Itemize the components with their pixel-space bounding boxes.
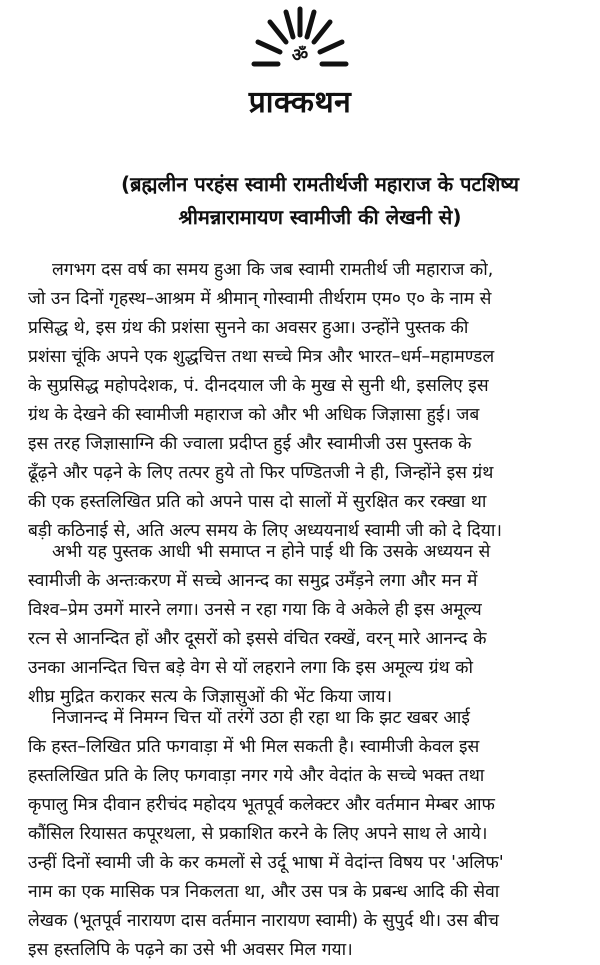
text-line: निजानन्द में निमग्न चित्त यों तरंगें उठा ही रहा था कि झट खबर आई (52, 708, 470, 728)
page-title: प्राक्कथन (248, 85, 352, 120)
text-line: की एक हस्तलिखित प्रति को अपने पास दो सालों में सुरक्षित कर रक्खा था (28, 492, 487, 512)
text-line: इस हस्तलिपि के पढ़ने का उसे भी अवसर मिल गया। (28, 940, 353, 960)
text-line: ग्रंथ के देखने की स्वामीजी महाराज को और भी अधिक जिज्ञासा हुई। जब (28, 405, 480, 425)
paragraph-1 (28, 256, 580, 546)
text-line: नाम का एक मासिक पत्र निकलता था, और उस पत्र के प्रबन्ध आदि की सेवा (28, 882, 500, 902)
text-line: रत्न से आनन्दित हों और दूसरों को इससे वंचित रक्खें, वरन् मारे आनन्द के (28, 629, 487, 649)
sunburst-om-icon (248, 6, 352, 72)
text-line: उन्हीं दिनों स्वामी जी के कर कमलों से उर्दू भाषा में वेदांन्त विषय पर 'अलिफ' (28, 853, 504, 873)
text-line: स्वामीजी के अन्तःकरण में सच्चे आनन्द का समुद्र उमँड़ने लगा और मन में (28, 571, 478, 591)
text-line: कौंसिल रियासत कपूरथला, से प्रकाशित करने के लिए अपने साथ ले आये। (28, 824, 488, 844)
om-symbol: ॐ (291, 45, 309, 66)
text-line: प्रशंसा चूंकि अपने एक शुद्धचित्त तथा सच्चे मित्र और भारत–धर्म–महामण्डल (28, 347, 495, 367)
text-line: शीघ्र मुद्रित कराकर सत्य के जिज्ञासुओं की भेंट किया जाय। (28, 687, 393, 707)
text-line: इस तरह जिज्ञासाग्नि की ज्वाला प्रदीप्त हुई और स्वामीजी उस पुस्तक के (28, 434, 472, 454)
text-line: कि हस्त–लिखित प्रति फगवाड़ा में भी मिल सकती है। स्वामीजी केवल इस (28, 737, 480, 757)
subtitle-line: (ब्रह्मलीन परहंस स्वामी रामतीर्थजी महाराज के पटशिष्य (120, 172, 520, 196)
text-line: कृपालु मित्र दीवान हरीचंद महोदय भूतपूर्व कलेक्टर और वर्तमान मेम्बर आफ (28, 795, 495, 815)
subtitle (60, 168, 580, 234)
text-line: जो उन दिनों गृहस्थ–आश्रम में श्रीमान् गोस्वामी तीर्थराम एम० ए० के नाम से (28, 289, 492, 309)
text-line: हस्तलिखित प्रति के लिए फगवाड़ा नगर गये और वेदांत के सच्चे भक्त तथा (28, 766, 485, 786)
text-line: लगभग दस वर्ष का समय हुआ कि जब स्वामी रामतीर्थ जी महाराज को, (52, 260, 494, 280)
paragraph-2 (28, 538, 580, 712)
text-line: बड़ी कठिनाई से, अति अल्प समय के लिए अध्ययनार्थ स्वामी जी को दे दिया। (28, 521, 502, 541)
text-line: ढूँढ़ने और पढ़ने के लिए तत्पर हुये तो फिर पण्डितजी ने ही, जिन्होंने इस ग्रंथ (28, 463, 494, 483)
text-line: के सुप्रसिद्ध महोपदेशक, पं. दीनदयाल जी के मुख से सुनी थी, इसलिए इस (28, 376, 489, 396)
text-line: उनका आनन्दित चित्त बड़े वेग से यों लहराने लगा कि इस अमूल्य ग्रंथ को (28, 658, 473, 678)
text-line: प्रसिद्ध थे, इस ग्रंथ की प्रशंसा सुनने का अवसर हुआ। उन्होंने पुस्तक की (28, 318, 469, 338)
paragraph-3 (28, 704, 580, 965)
subtitle-line: श्रीमन्नारामायण स्वामीजी की लेखनी से) (178, 205, 462, 229)
text-line: अभी यह पुस्तक आधी भी समाप्त न होने पाई थी कि उसके अध्ययन से (52, 542, 491, 562)
text-line: लेखक (भूतपूर्व नारायण दास वर्तमान नारायण स्वामी) के सुपुर्द थी। उस बीच (28, 911, 499, 931)
text-line: विश्व–प्रेम उमगें मारने लगा। उनसे न रहा गया कि वे अकेले ही इस अमूल्य (28, 600, 482, 620)
